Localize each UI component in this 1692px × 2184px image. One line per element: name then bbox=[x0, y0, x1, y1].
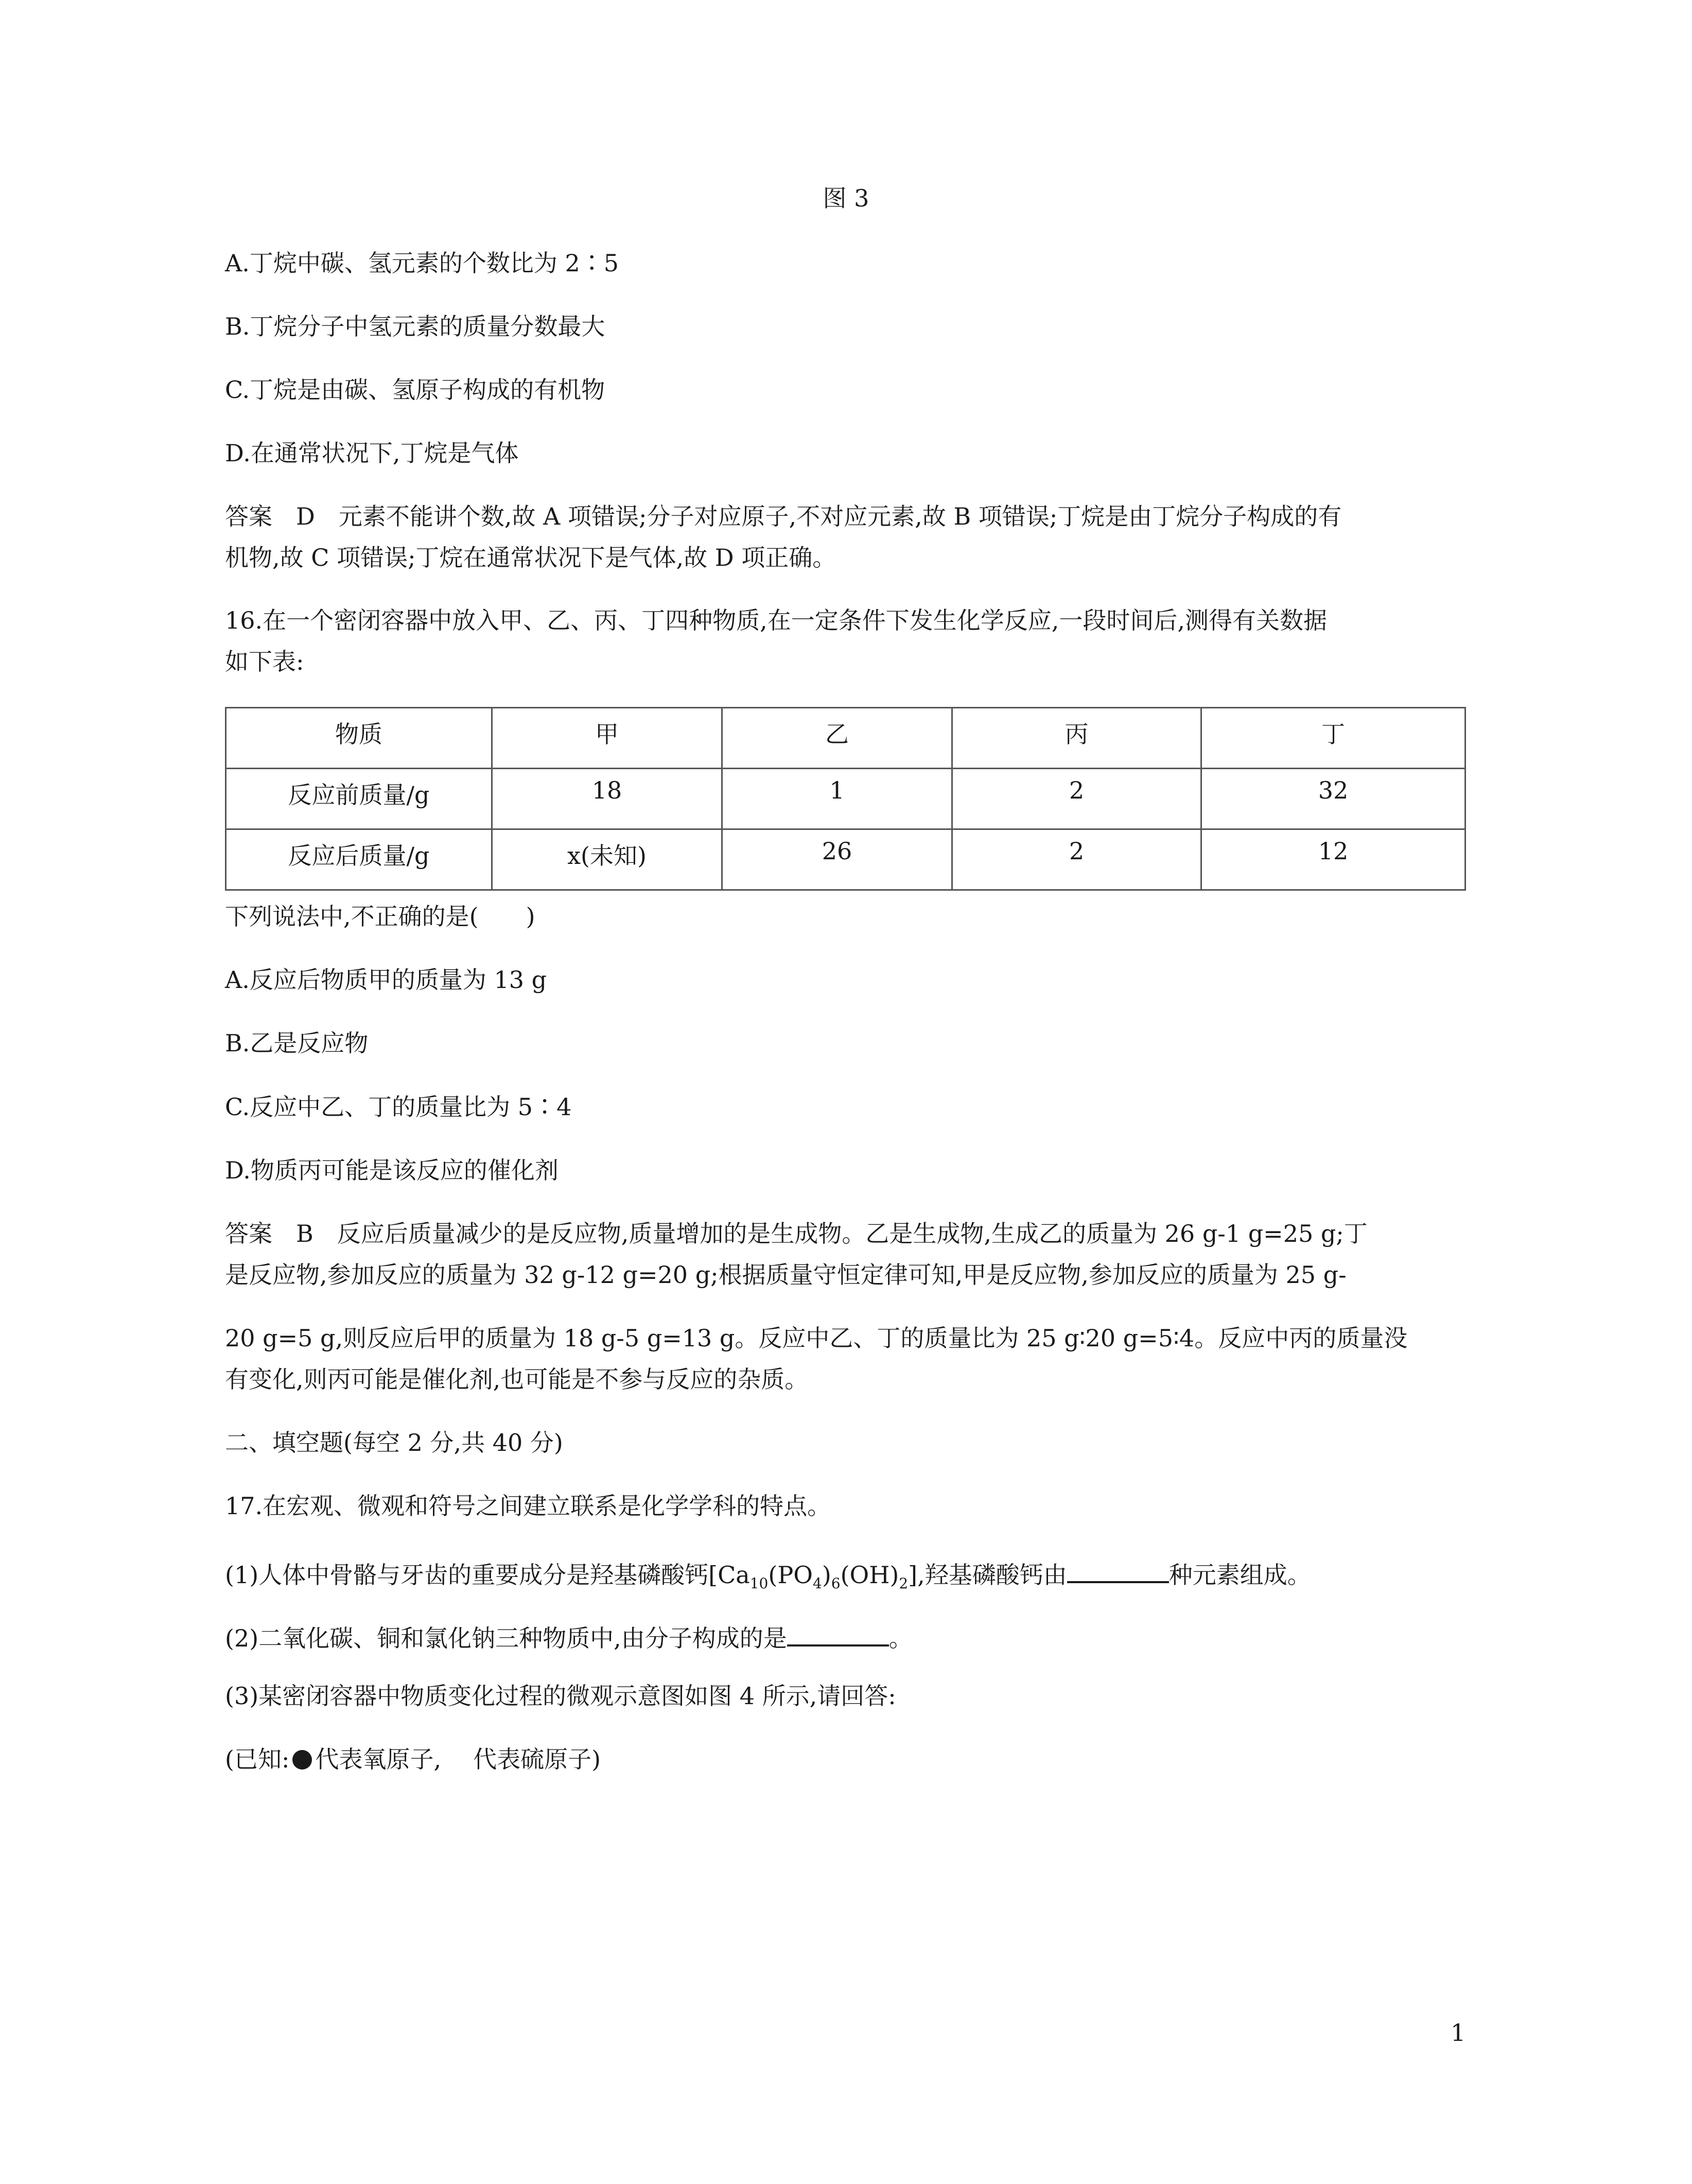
q17-part-2 bbox=[225, 1621, 913, 1650]
q15-option-d: D.在通常状况下,丁烷是气体 bbox=[225, 439, 519, 467]
table-cell: 1 bbox=[722, 769, 952, 829]
subscript: 2 bbox=[899, 1575, 909, 1592]
q15-option-b: B.丁烷分子中氢元素的质量分数最大 bbox=[225, 313, 605, 340]
q15-answer-line-1: 答案 D 元素不能讲个数,故 A 项错误;分子对应原子,不对应元素,故 B 项错误;丁烷是由丁烷分子构成的有 bbox=[225, 502, 1342, 530]
table-header-cell: 乙 bbox=[722, 708, 952, 769]
q17-legend bbox=[225, 1747, 601, 1771]
oxygen-atom-icon bbox=[292, 1750, 312, 1770]
section-heading: 二、填空题(每空 2 分,共 40 分) bbox=[225, 1429, 563, 1457]
q16-answer-line-2: 是反应物,参加反应的质量为 32 g-12 g=20 g;根据质量守恒定律可知,甲是反应物,参加反应的质量为 25 g- bbox=[225, 1261, 1347, 1289]
table-cell: 12 bbox=[1201, 829, 1466, 890]
subscript: 6 bbox=[831, 1575, 841, 1592]
table-row bbox=[226, 829, 1466, 890]
q17-p2-text: (2)二氧化碳、铜和氯化钠三种物质中,由分子构成的是 bbox=[225, 1624, 787, 1652]
q16-stem-line-1: 16.在一个密闭容器中放入甲、乙、丙、丁四种物质,在一定条件下发生化学反应,一段时间后,测得有关数据 bbox=[225, 606, 1328, 634]
q17-p1-text: ) bbox=[822, 1561, 831, 1589]
q16-stem-line-2: 如下表: bbox=[225, 648, 304, 675]
table-cell: 反应后质量/g bbox=[226, 829, 492, 890]
table-cell: 2 bbox=[952, 829, 1201, 890]
q17-legend-text: (已知: bbox=[225, 1745, 290, 1773]
table-cell: 2 bbox=[952, 769, 1201, 829]
subscript: 10 bbox=[749, 1575, 769, 1592]
mass-data-table bbox=[225, 707, 1466, 891]
q17-p1-text: (PO bbox=[768, 1561, 813, 1589]
answer-blank[interactable] bbox=[787, 1621, 889, 1646]
q17-p2-text: 。 bbox=[888, 1624, 913, 1652]
page-number: 1 bbox=[1451, 2019, 1466, 2047]
q16-question: 下列说法中,不正确的是( ) bbox=[225, 903, 535, 930]
q16-option-a: A.反应后物质甲的质量为 13 g bbox=[225, 966, 547, 994]
q16-answer-line-3: 20 g=5 g,则反应后甲的质量为 18 g-5 g=13 g。反应中乙、丁的质量比为 25 g∶20 g=5∶4。反应中丙的质量没 bbox=[225, 1324, 1408, 1352]
q15-option-a: A.丁烷中碳、氢元素的个数比为 2∶5 bbox=[225, 249, 619, 277]
q17-p1-text: 种元素组成。 bbox=[1168, 1561, 1311, 1589]
figure-caption: 图 3 bbox=[823, 184, 869, 212]
q16-answer-line-1: 答案 B 反应后质量减少的是反应物,质量增加的是生成物。乙是生成物,生成乙的质量为 26 g-1 g=25 g;丁 bbox=[225, 1220, 1368, 1247]
q17-p1-text: ],羟基磷酸钙由 bbox=[908, 1561, 1067, 1589]
table-header-cell: 丙 bbox=[952, 708, 1201, 769]
q17-legend-text: 代表硫原子) bbox=[473, 1745, 601, 1773]
q17-p1-text: (OH) bbox=[840, 1561, 899, 1589]
q15-option-c: C.丁烷是由碳、氢原子构成的有机物 bbox=[225, 376, 605, 404]
table-cell: 18 bbox=[492, 769, 722, 829]
q17-legend-text: 代表氧原子, bbox=[315, 1745, 442, 1773]
table-header-cell: 丁 bbox=[1201, 708, 1466, 769]
q17-p1-text: (1)人体中骨骼与牙齿的重要成分是羟基磷酸钙[Ca bbox=[225, 1561, 750, 1589]
table-header-cell: 物质 bbox=[226, 708, 492, 769]
table-cell: 反应前质量/g bbox=[226, 769, 492, 829]
q16-option-b: B.乙是反应物 bbox=[225, 1029, 369, 1057]
q17-stem: 17.在宏观、微观和符号之间建立联系是化学学科的特点。 bbox=[225, 1492, 831, 1520]
q16-option-c: C.反应中乙、丁的质量比为 5∶4 bbox=[225, 1093, 572, 1121]
q17-part-1 bbox=[225, 1557, 1311, 1592]
answer-blank[interactable] bbox=[1067, 1557, 1169, 1583]
q17-part-3: (3)某密闭容器中物质变化过程的微观示意图如图 4 所示,请回答: bbox=[225, 1682, 896, 1710]
table-cell: 32 bbox=[1201, 769, 1466, 829]
subscript: 4 bbox=[812, 1575, 822, 1592]
table-row bbox=[226, 769, 1466, 829]
q15-answer-line-2: 机物,故 C 项错误;丁烷在通常状况下是气体,故 D 项正确。 bbox=[225, 544, 836, 571]
table-cell: 26 bbox=[722, 829, 952, 890]
table-header-row bbox=[226, 708, 1466, 769]
q16-option-d: D.物质丙可能是该反应的催化剂 bbox=[225, 1156, 559, 1184]
table-header-cell: 甲 bbox=[492, 708, 722, 769]
table-cell: x(未知) bbox=[492, 829, 722, 890]
q16-answer-line-4: 有变化,则丙可能是催化剂,也可能是不参与反应的杂质。 bbox=[225, 1365, 809, 1393]
